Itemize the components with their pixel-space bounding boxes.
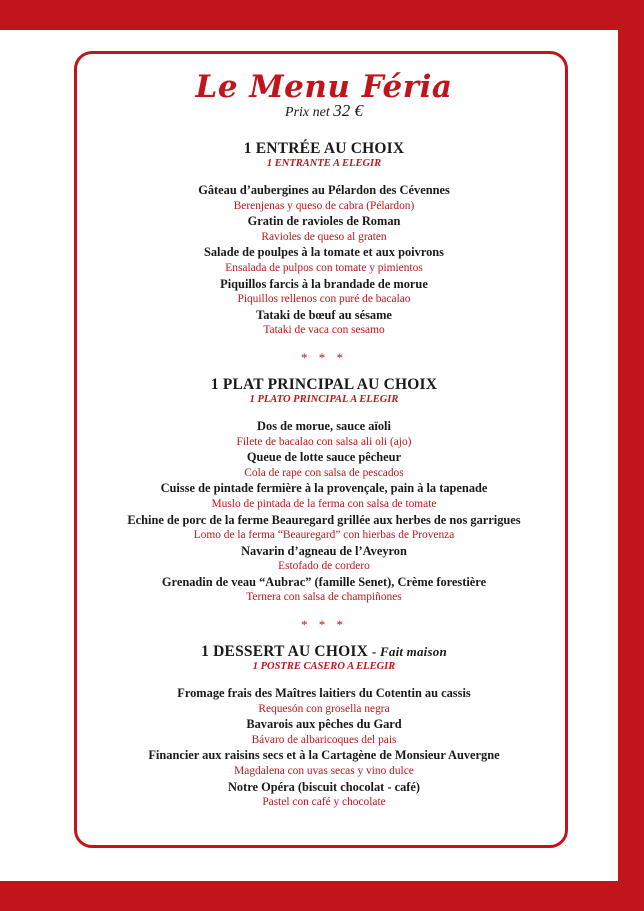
dish-name-fr: Piquillos farcis à la brandade de morue <box>220 276 428 291</box>
dish-name-fr: Gratin de ravioles de Roman <box>247 214 401 229</box>
dish-name-fr: Echine de porc de la ferme Beauregard grillée aux herbes de nos garrigues <box>127 512 521 527</box>
dish-name-es: Ensalada de pulpos con tomate y pimientos <box>225 261 423 274</box>
dish-name-fr: Fromage frais des Maîtres laitiers du Cotentin au cassis <box>177 686 471 701</box>
section-title: 1 ENTRÉE AU CHOIX <box>243 140 405 157</box>
section-plat <box>77 376 571 406</box>
dish-name-es: Ravioles de queso al graten <box>261 230 387 243</box>
dish-name-es: Magdalena con uvas secas y vino dulce <box>234 765 414 778</box>
bottom-red-band <box>0 881 644 911</box>
section-title: 1 PLAT PRINCIPAL AU CHOIX <box>210 375 438 393</box>
dish-name-fr: Dos de morue, sauce aïoli <box>257 418 391 433</box>
dish-name-es: Pastel con café y chocolate <box>262 796 386 809</box>
section-title <box>77 643 571 661</box>
dish-name-fr: Financier aux raisins secs et à la Cartagène de Monsieur Auvergne <box>148 748 500 763</box>
section-title-text: 1 DESSERT AU CHOIX <box>201 643 368 661</box>
dish-name-fr: Tataki de bœuf au sésame <box>256 307 392 322</box>
dish-name-fr: Notre Opéra (biscuit chocolat - café) <box>227 779 421 794</box>
section-subtitle: 1 POSTRE CASERO A ELEGIR <box>252 661 396 673</box>
menu-content <box>77 70 571 811</box>
dish-name-es: Piquillos rellenos con puré de bacalao <box>237 293 411 306</box>
dish-name-fr: Navarin d’agneau de l’Aveyron <box>241 543 407 558</box>
dish-name-es: Estofado de cordero <box>278 560 370 573</box>
section-items-dessert <box>77 686 571 811</box>
dish-name-fr: Bavarois aux pêches du Gard <box>246 717 402 732</box>
section-separator: * * * <box>301 617 347 633</box>
dish-name-fr: Grenadin de veau “Aubrac” (famille Senet), Crème forestière <box>161 574 487 589</box>
menu-title: Le Menu Féria <box>195 69 453 105</box>
section-separator: * * * <box>301 349 347 365</box>
price-label: Prix net <box>285 105 330 120</box>
dish-name-es: Bávaro de albaricoques del pais <box>251 733 397 746</box>
dish-name-es: Lomo de la ferma “Beauregard” con hierbas de Provenza <box>193 529 455 542</box>
dish-name-es: Filete de bacalao con salsa ali oli (ajo) <box>236 435 412 448</box>
section-items-plat <box>77 419 571 606</box>
dish-name-es: Berenjenas y queso de cabra (Pélardon) <box>233 199 415 212</box>
dish-name-es: Ternera con salsa de champiñones <box>246 591 402 604</box>
right-red-band <box>618 0 644 911</box>
section-items-entree <box>77 183 571 339</box>
dish-name-fr: Gâteau d’aubergines au Pélardon des Cévennes <box>198 183 450 197</box>
section-entree <box>77 140 571 170</box>
dish-name-es: Cola de rape con salsa de pescados <box>244 466 404 479</box>
dish-name-es: Tataki de vaca con sesamo <box>263 324 385 337</box>
menu-price <box>77 102 571 122</box>
section-dessert <box>77 643 571 673</box>
dish-name-es: Requesón con grosella negra <box>258 702 390 715</box>
dish-name-fr: Queue de lotte sauce pêcheur <box>246 450 402 465</box>
dish-name-fr: Salade de poulpes à la tomate et aux poivrons <box>203 245 445 260</box>
section-title-suffix: - Fait maison <box>372 644 447 660</box>
dish-name-fr: Cuisse de pintade fermière à la provençale, pain à la tapenade <box>160 481 488 496</box>
price-amount: 32 € <box>333 101 363 120</box>
top-red-band <box>0 0 644 30</box>
section-subtitle: 1 ENTRANTE A ELEGIR <box>266 158 382 169</box>
section-subtitle: 1 PLATO PRINCIPAL A ELEGIR <box>249 393 399 405</box>
dish-name-es: Muslo de pintada de la ferma con salsa de tomate <box>211 497 437 510</box>
